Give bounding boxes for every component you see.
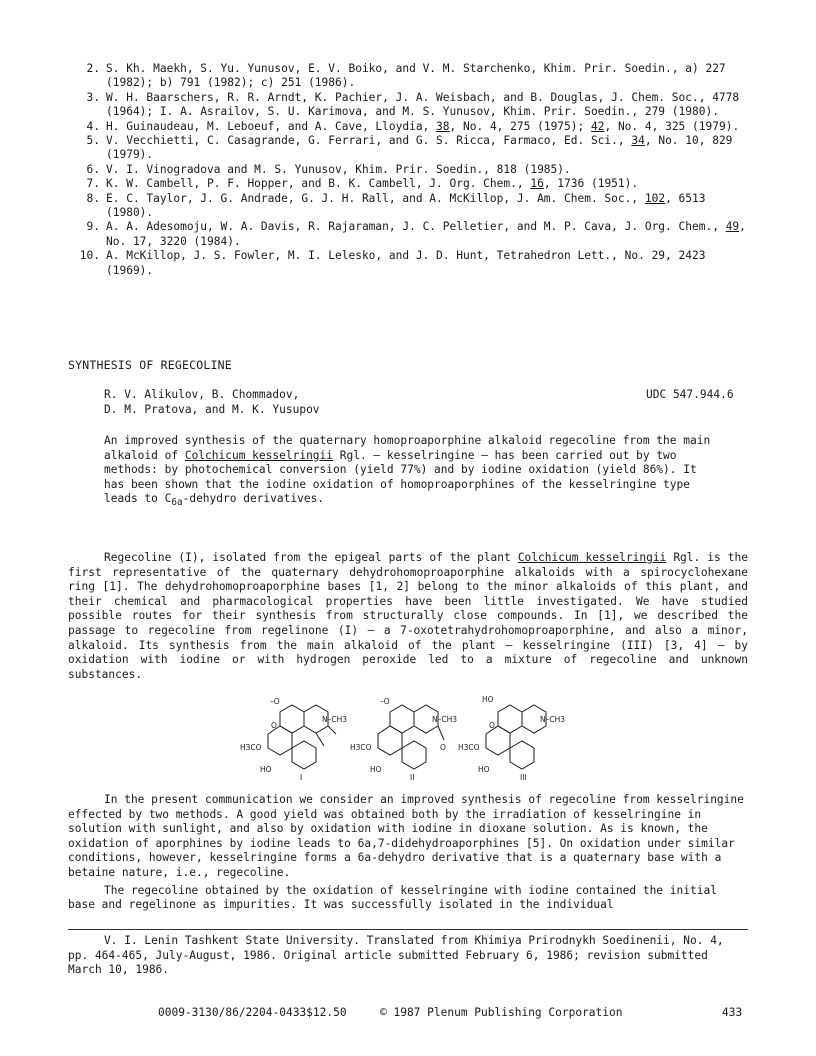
author-line: R. V. Alikulov, B. Chommadov,: [104, 388, 300, 401]
abstract: An improved synthesis of the quaternary homoproaporphine alkaloid regecoline from the main alkaloid of Colchicum kesselringii Rgl. – kesselringine – has been carried out by two methods: by photochemical conversion (yield 77%) and by iodine oxidation (yield 86%). It has been shown that the iodine oxidation of homoproaporphines of the kesselringine type leads to $C_{6a}$-dehydro derivatives.: [104, 434, 711, 509]
structure-label: II: [410, 773, 415, 782]
reference-item: 4. H. Guinaudeau, M. Leboeuf, and A. Cave, Lloydia, 38, No. 4, 275 (1975); 42, No. 4, 325 (1979).: [86, 119, 740, 133]
atom-label: O: [440, 743, 446, 752]
author-line: D. M. Pratova, and M. K. Yusupov: [104, 402, 320, 416]
atom-label: HO: [482, 695, 494, 704]
copyright: © 1987 Plenum Publishing Corporation: [380, 1006, 623, 1019]
atom-label: HO: [370, 765, 382, 774]
page-number: 433: [722, 1006, 743, 1019]
structure-kesselringine: [458, 695, 565, 782]
species-name: Colchicum kesselringii: [184, 448, 334, 462]
atom-label: –O: [380, 697, 390, 706]
body-text: [68, 793, 748, 916]
reference-item: 9. A. A. Adesomoju, W. A. Davis, R. Rajaraman, J. C. Pelletier, and M. P. Cava, J. Org. Chem., 49, No. 17, 3220 (1984).: [86, 220, 746, 248]
reference-list: [66, 62, 756, 278]
atom-label: N–CH3: [432, 715, 458, 724]
body-paragraph: The regecoline obtained by the oxidation of kesselringine with iodine contained the initial base and regelinone as impurities. It was successfully isolated in the individual: [68, 883, 717, 912]
atom-label: HO: [260, 765, 272, 774]
udc-code: UDC 547.944.6: [646, 388, 734, 401]
atom-label: N–CH3: [540, 715, 566, 724]
reference-item: 3. W. H. Baarschers, R. R. Arndt, K. Pachier, J. A. Weisbach, and B. Douglas, J. Chem. Soc., 4778 (1964); I. A. Asrailov, S. U. Karimova, and M. S. Yunusov, Khim. Prir. Soedin., 279 (1980).: [86, 90, 740, 119]
article-code: 0009-3130/86/2204-0433$12.50: [158, 1006, 347, 1019]
reference-item: 7. K. W. Cambell, P. F. Hopper, and B. K. Cambell, J. Org. Chem., 16, 1736 (1951).: [86, 177, 639, 191]
article-title: SYNTHESIS OF REGECOLINE: [68, 358, 232, 372]
atom-label: H3CO: [240, 743, 262, 752]
structure-label: I: [300, 773, 303, 782]
reference-item: 6. V. I. Vinogradova and M. S. Yunusov, Khim. Prir. Soedin., 818 (1985).: [86, 162, 571, 176]
species-name: Colchicum kesselringii: [517, 551, 667, 564]
structure-regecoline: [240, 697, 347, 782]
footnote: V. I. Lenin Tashkent State University. Translated from Khimiya Prirodnykh Soedinenii, No. 4, pp. 464-465, July-August, 1986. Original article submitted February 6, 1986; revision submitted March 10, 1986.: [68, 934, 724, 977]
reference-item: 5. V. Vecchietti, C. Casagrande, G. Ferrari, and G. S. Ricca, Farmaco, Ed. Sci., 34, No. 10, 829 (1979).: [86, 134, 733, 162]
body-paragraph: Regecoline (I), isolated from the epigeal parts of the plant Colchicum kesselringii Rgl. is the first representative of the quaternary dehydrohomoproaporphine alkaloids with a spirocyclohexane ring [1]. The dehydrohomoproaporphine bases [1, 2] belong to the minor alkaloids of this plant, and their chemical and pharmacological properties have been little investigated. We have studied possible routes for their synthesis from structurally close compounds. In [1], we described the passage to regecoline from regelinone (I) – a 7-oxotetrahydrohomoproaporphine, and also a minor, alkaloid. Its synthesis from the main alkaloid of the plant – kesselringine (III) [3, 4] – by oxidation with iodine or with hydrogen peroxide led to a mixture of regecoline and unknown substances.: [68, 551, 749, 681]
reference-item: 10. A. McKillop, J. S. Fowler, M. I. Lelesko, and J. D. Hunt, Tetrahedron Lett., No. 29, 2423 (1969).: [79, 249, 706, 277]
atom-label: –O: [270, 697, 280, 706]
atom-label: O: [271, 721, 277, 730]
atom-label: H3CO: [350, 743, 372, 752]
structure-label: III: [520, 773, 527, 782]
structure-regelinone: [350, 697, 457, 782]
atom-label: N–CH3: [322, 715, 348, 724]
chemical-structures-figure: [240, 690, 580, 782]
atom-label: HO: [478, 765, 490, 774]
reference-item: 2. S. Kh. Maekh, S. Yu. Yunusov, E. V. Boiko, and V. M. Starchenko, Khim. Prir. Soedin., a) 227 (1982); b) 791 (1982); c) 251 (1986).: [86, 62, 726, 90]
atom-label: H3CO: [458, 743, 480, 752]
footnote-divider: [68, 929, 748, 930]
author-list: [104, 388, 320, 417]
body-paragraph: In the present communication we consider an improved synthesis of regecoline from kesselringine effected by two methods. A good yield was obtained both by the irradiation of kesselringine in solution with sunlight, and also by oxidation with iodine in dioxane solution. As is known, the oxidation of aporphines by iodine leads to 6a,7-didehydroaporphines [5]. On oxidation under similar conditions, however, kesselringine forms a 6a-dehydro derivative that is a quaternary base with a betaine nature, i.e., regecoline.: [68, 793, 744, 879]
reference-item: 8. E. C. Taylor, J. G. Andrade, G. J. H. Rall, and A. McKillop, J. Am. Chem. Soc., 102, 6513 (1980).: [86, 191, 706, 220]
atom-label: O: [489, 721, 495, 730]
